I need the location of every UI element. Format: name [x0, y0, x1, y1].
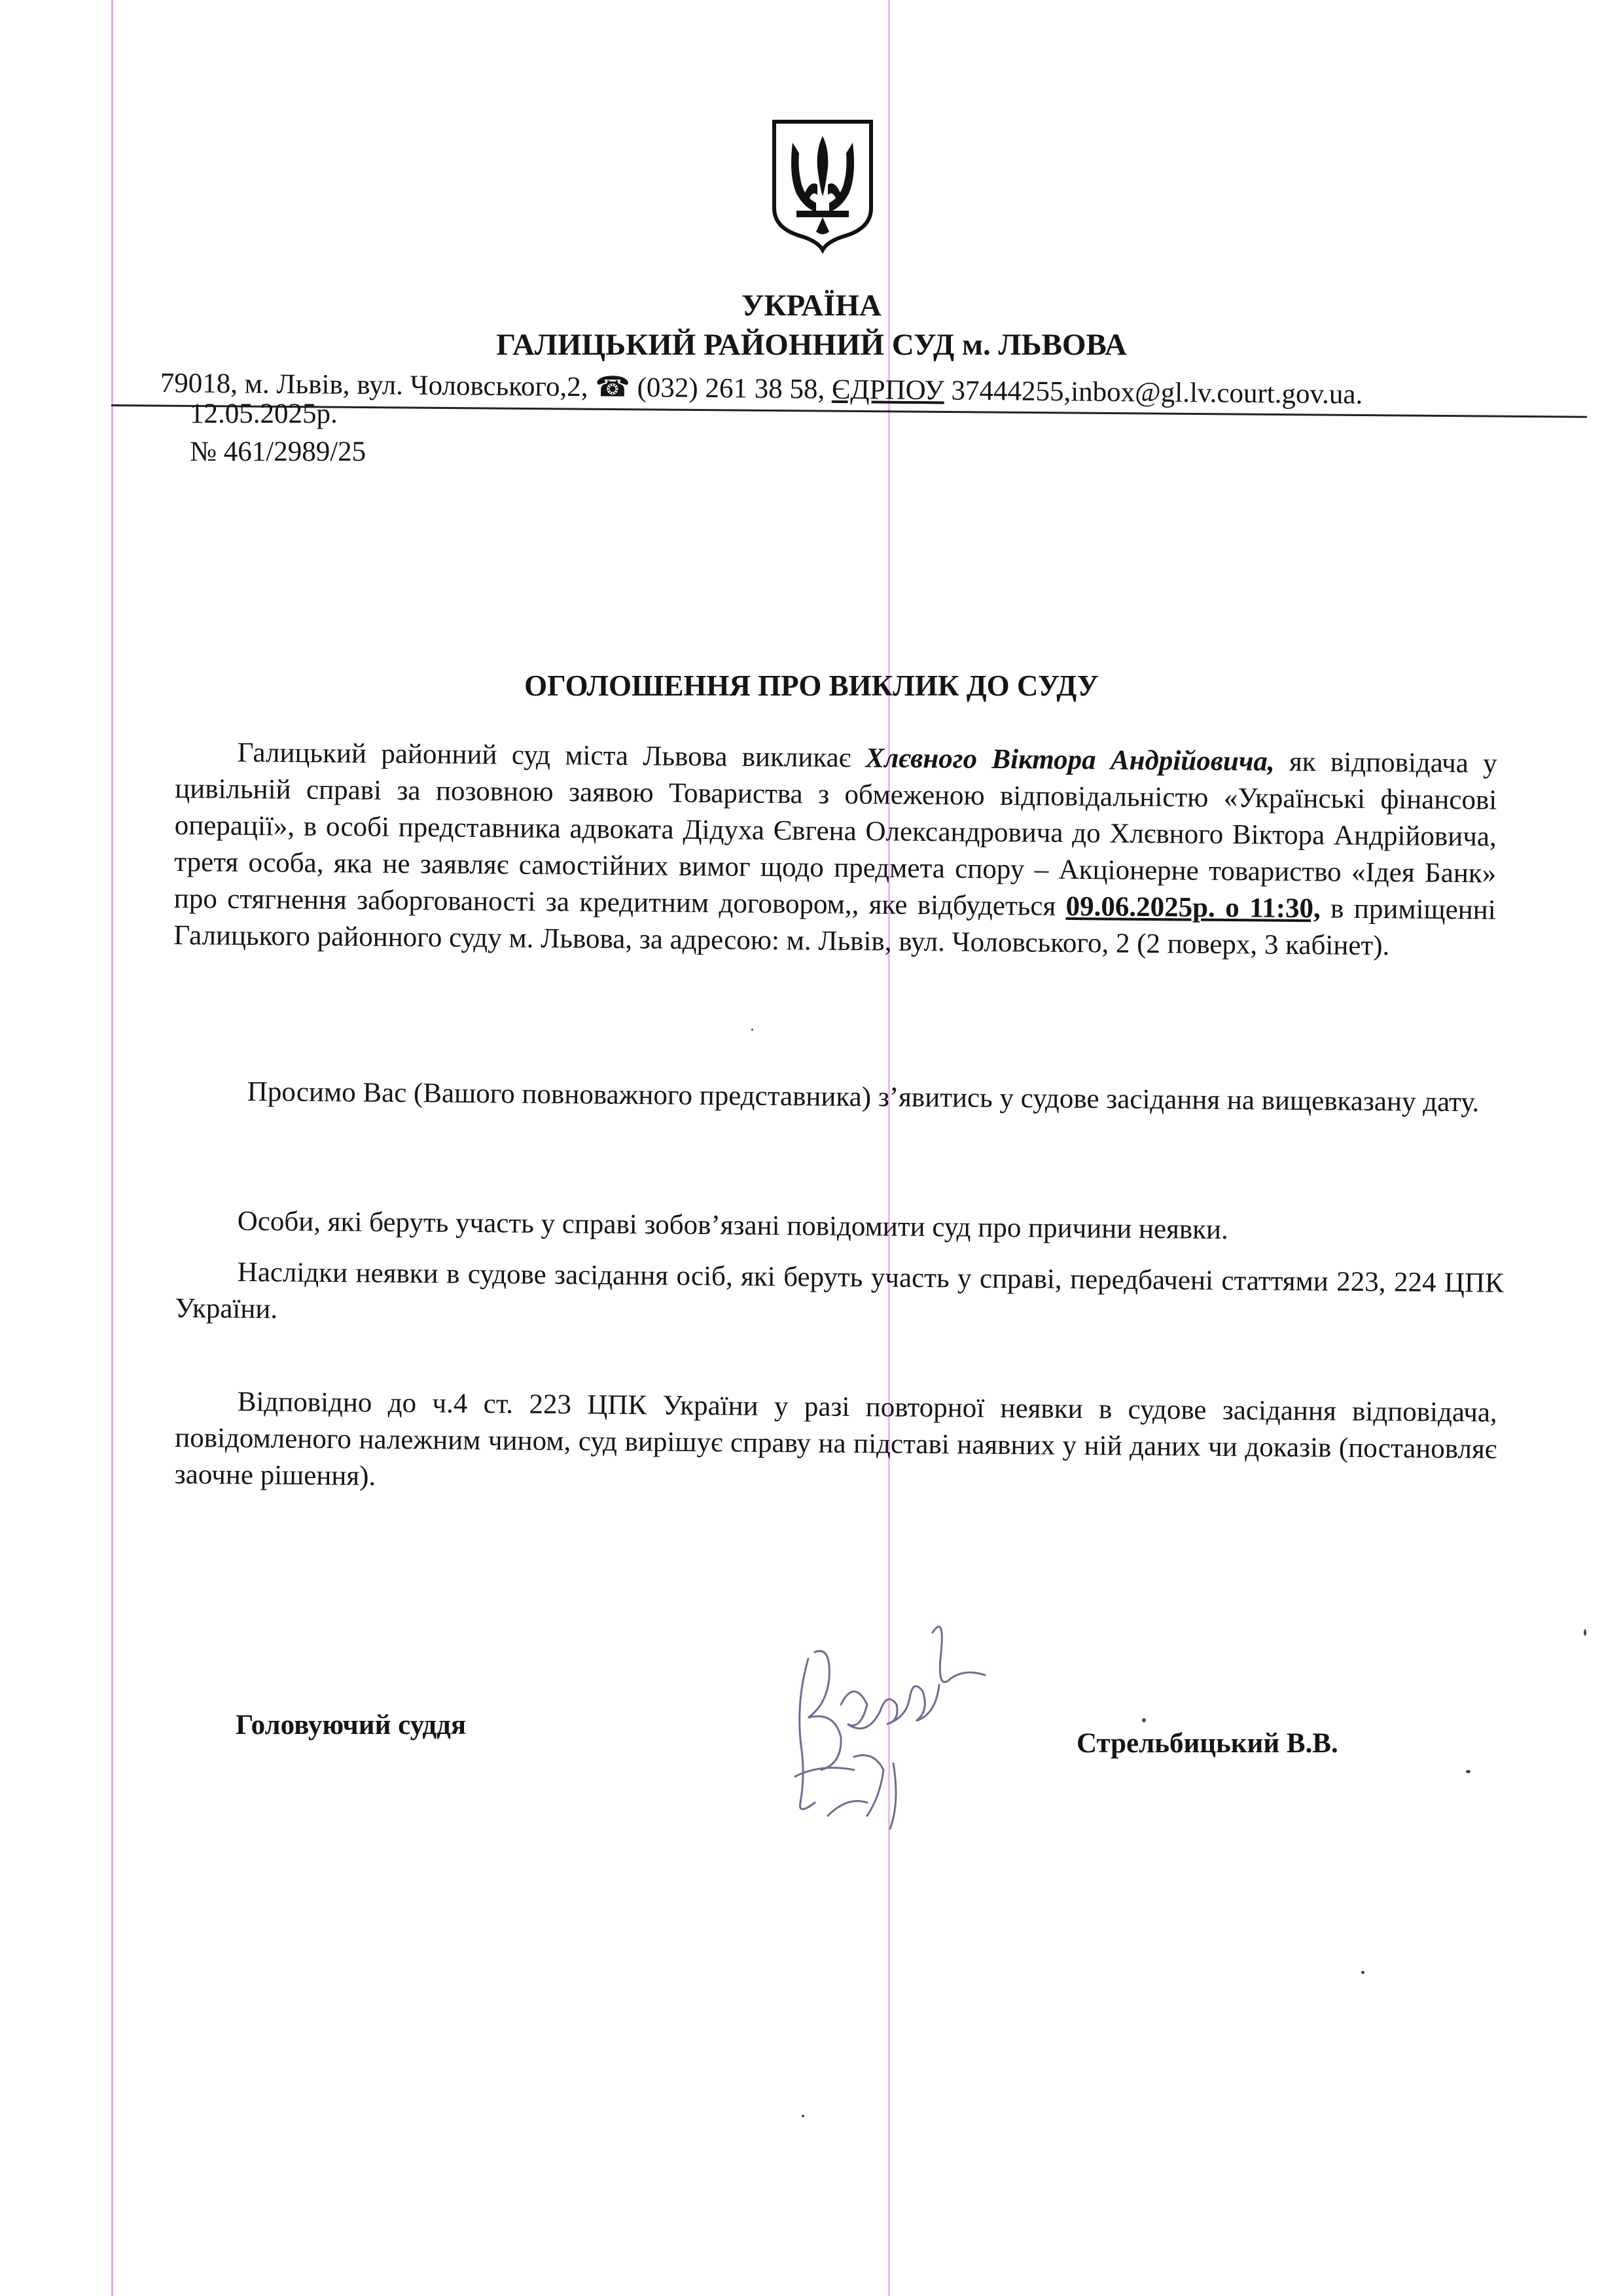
- edrpou-and-email: 37444255,inbox@gl.lv.court.gov.ua.: [951, 375, 1363, 410]
- absence-notice-paragraph: Особи, які беруть участь у справі зобов’язані повідомити суд про причини неявки.: [237, 1205, 1229, 1246]
- scan-speck: [1361, 1971, 1364, 1974]
- summons-paragraph: [173, 734, 1497, 966]
- court-address-line: [160, 366, 1363, 411]
- scan-speck: [751, 1029, 753, 1031]
- hearing-datetime: 09.06.2025р. о 11:30,: [1065, 891, 1321, 925]
- appearance-request-paragraph: Просимо Вас (Вашого повноважного представника) з’явитись у судове засідання на вищевказану дату.: [247, 1076, 1480, 1118]
- default-judgment-paragraph: Відповідно до ч.4 ст. 223 ЦПК України у разі повторної неявки в судове засідання відповідача, повідомленого належним чином, суд вирішує справу на підставі наявних у ній даних чи доказів (постановляє заочне рішення).: [174, 1386, 1497, 1492]
- presiding-judge-label: Головуючий суддя: [236, 1710, 467, 1740]
- coat-of-arms-trident-icon: [768, 116, 878, 254]
- judge-name: Стрельбицький В.В.: [1077, 1728, 1338, 1759]
- court-phone: (032) 261 38 58: [637, 372, 818, 405]
- summons-text-end: в приміщенні Галицького районного суду м. Львова, за адресою: м. Львів, вул. Чоловського, 2 (2 поверх, 3 кабінет).: [173, 893, 1496, 962]
- separator: ,: [817, 374, 825, 405]
- scan-speck: [1584, 1629, 1586, 1636]
- summons-text-start: Галицький районний суд міста Львова викликає: [237, 737, 866, 774]
- handwritten-signature: [769, 1606, 1005, 1842]
- consequences-paragraph: Наслідки неявки в судове засідання осіб, які беруть участь у справі, передбачені статтями 223, 224 ЦПК України.: [175, 1256, 1504, 1325]
- scan-speck: [1142, 1718, 1146, 1722]
- case-number: № 461/2989/25: [190, 436, 366, 467]
- document-date: 12.05.2025р.: [190, 398, 338, 429]
- document-title: ОГОЛОШЕННЯ ПРО ВИКЛИК ДО СУДУ: [524, 669, 1099, 702]
- scan-speck: [1466, 1770, 1471, 1773]
- country-heading: УКРАЇНА: [741, 289, 882, 323]
- phone-icon: ☎: [595, 372, 631, 403]
- summons-text-middle: як відповідача у цивільній справі за позовною заявою Товариства з обмеженою відповідальністю «Українські фінансові операції», в особі представника адвоката Дідуха Євгена Олександровича до Хлєвного Віктора Андрійовича, третя особа, яка не заявляє самостійних вимог щодо предмета спору – Акціонерне товариство «Ідея Банк» про стягнення заборгованості за кредитним договором,, яке відбудеться: [173, 746, 1497, 922]
- court-address: 79018, м. Львів, вул. Чоловського,2,: [160, 367, 588, 403]
- defendant-name: Хлєвного Віктора Андрійовича,: [865, 743, 1275, 777]
- court-name-heading: ГАЛИЦЬКИЙ РАЙОННИЙ СУД м. ЛЬВОВА: [496, 328, 1127, 362]
- edrpou-label: ЄДРПОУ: [831, 374, 944, 406]
- scan-speck: [802, 2115, 804, 2117]
